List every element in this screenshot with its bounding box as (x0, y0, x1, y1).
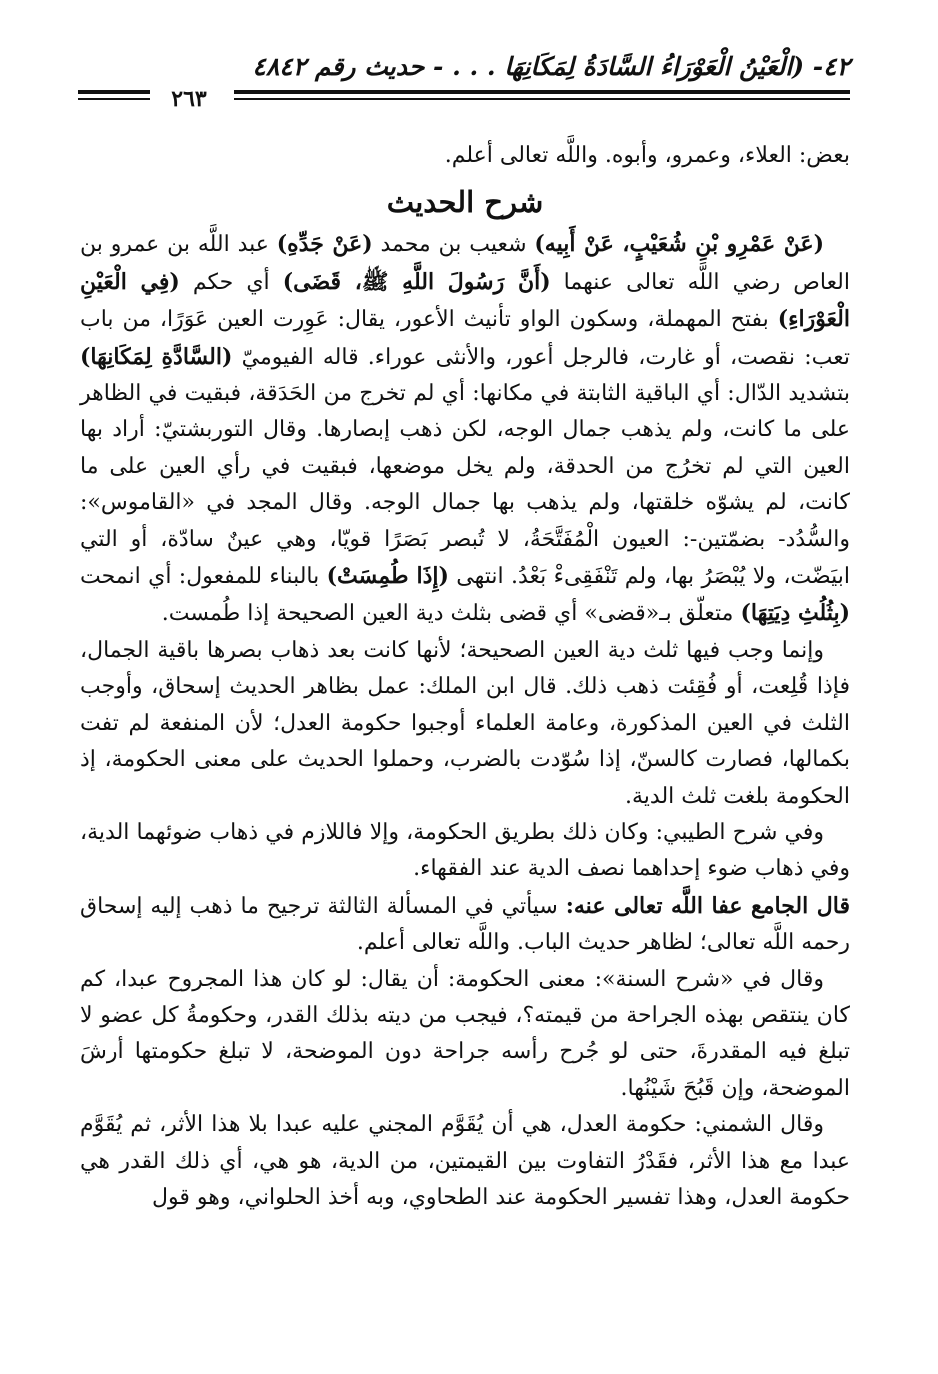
page-number: ٢٦٣ (171, 86, 207, 112)
hadith-quote: (بِثُلُثِ دِيَتِهَا) (740, 600, 850, 627)
header-rule (78, 98, 150, 100)
page-body (80, 138, 850, 1216)
commentary-text: بالبناء للمفعول: أي انمحت (80, 564, 327, 590)
author-note-lead: قال الجامع عفا اللَّه تعالى عنه: (565, 892, 851, 919)
commentary-text: عبد اللَّه بن عمرو بن العاص رضي اللَّه تعالى عنهما (80, 232, 850, 295)
intro-line: بعض: العلاء، وعمرو، وأبوه. واللَّه تعالى أعلم. (444, 143, 850, 168)
paragraph: وقال في «شرح السنة»: معنى الحكومة: أن يقال: لو كان هذا المجروح عبدا، كم كان ينتقص بهذه الجراحة من قيمته؟، فيجب من ديته بذلك القدر، وحكومةُ كل عضو لا تبلغ فيه المقدرةَ، حتى لو جُرح رأسه جراحة دون الموضحة، لا تبلغ حكومتها أرشَ الموضحة، وإن قَبُحَ شَيْنُها. (80, 966, 850, 1101)
header-rule (234, 98, 850, 100)
hadith-quote: (أَنَّ رَسُولَ اللَّهِ ﷺ، قَضَى) (282, 268, 551, 295)
paragraph: وقال الشمني: حكومة العدل، هي أن يُقَوَّم المجني عليه عبدا بلا هذا الأثر، ثم يُقَوَّم عبدا مع هذا الأثر، فقَدْرُ التفاوت بين القيمتين، من الدية، هو هي، أي ذلك القدر هي حكومة العدل، وهذا تفسير الحكومة عند الطحاوي، وبه أخذ الحلواني، وهو قول (80, 1112, 850, 1210)
commentary-text: بتشديد الدّال: أي الباقية الثابتة في مكانها: أي لم تخرج من الحَدَقة، فبقيت في الظاهر على ما كانت، ولم يذهب جمال الوجه، لكن ذهب إبصارها. وقال التوربشتيّ: أراد بها العين التي لم تخرُج من الحدقة، ولم يخل موضعها، فبقيت في رأي العين على ما كانت، لم يشوّه خلقتها، ولم يذهب بها جمال الوجه. وقال المجد في «القاموس»: والسُّدُد- بضمّتين-: العيون الْمُفَتَّحَةُ، لا تُبصر بَصَرًا قويّا، وهي عينٌ سادّة، أو التي ابيَضّت، ولا يُبْصَرُ بها، ولم تَنْفَقِىءْ بَعْدُ. انتهى (80, 381, 850, 590)
commentary-text: بفتح المهملة، وسكون الواو تأنيث الأعور، يقال: عَوِرت العين عَوَرًا، من باب تعب: نقصت، أو غارت، فالرجل أعور، والأنثى عوراء. قاله الفيوميّ (80, 307, 851, 370)
paragraph: وإنما وجب فيها ثلث دية العين الصحيحة؛ لأنها كانت بعد ذهاب بصرها باقية الجمال، فإذا قُلِعت، أو فُقِئت ذهب ذلك. قال ابن الملك: عمل بظاهر الحديث إسحاق، وأوجب الثلث في العين المذكورة، وعامة العلماء أوجبوا حكومة العدل؛ لأن المنفعة لم تفت بكمالها، فصارت كالسنّ، إذا سُوّدت بالضرب، وحملوا الحديث على معنى الحكومة، إذ الحكومة بلغت ثلث الدية. (80, 637, 850, 809)
paragraph (80, 888, 850, 962)
header-rule (234, 90, 850, 94)
commentary-text: متعلّق بـ«قضى» أي قضى بثلث دية العين الصحيحة إذا طُمست. (161, 601, 741, 627)
header-rule (78, 90, 150, 94)
hadith-quote: (السَّادَّةِ لِمَكَانِهَا) (80, 343, 233, 370)
commentary-text: شعيب بن محمد (372, 232, 535, 258)
chapter-title: ٤٢- (الْعَيْنُ الْعَوْرَاءُ السَّادَةُ لِمَكَانِهَا . . . - حديث رقم ٤٨٤٢ (252, 52, 850, 81)
hadith-quote: (عَنْ جَدِّهِ) (276, 231, 373, 258)
commentary-text: أي حكم (179, 269, 283, 295)
hadith-quote: (إِذَا طُمِسَتْ) (326, 563, 449, 590)
running-header (78, 52, 850, 112)
paragraph (80, 226, 850, 632)
hadith-quote: (فِي الْعَيْنِ الْعَوْرَاءِ) (80, 268, 850, 333)
paragraph: وفي شرح الطيبي: وكان ذلك بطريق الحكومة، وإلا فاللازم في ذهاب ضوئهما الدية، وفي ذهاب ضوء إحداهما نصف الدية عند الفقهاء. (80, 819, 850, 882)
commentary-text: سيأتي في المسألة الثالثة ترجيح ما ذهب إليه إسحاق رحمه اللَّه تعالى؛ لظاهر حديث الباب. واللَّه تعالى أعلم. (80, 893, 850, 956)
hadith-quote: (عَنْ عَمْرِو بْنِ شُعَيْبٍ، عَنْ أَبِيه) (534, 231, 825, 258)
section-heading: شرح الحديث (386, 185, 544, 220)
